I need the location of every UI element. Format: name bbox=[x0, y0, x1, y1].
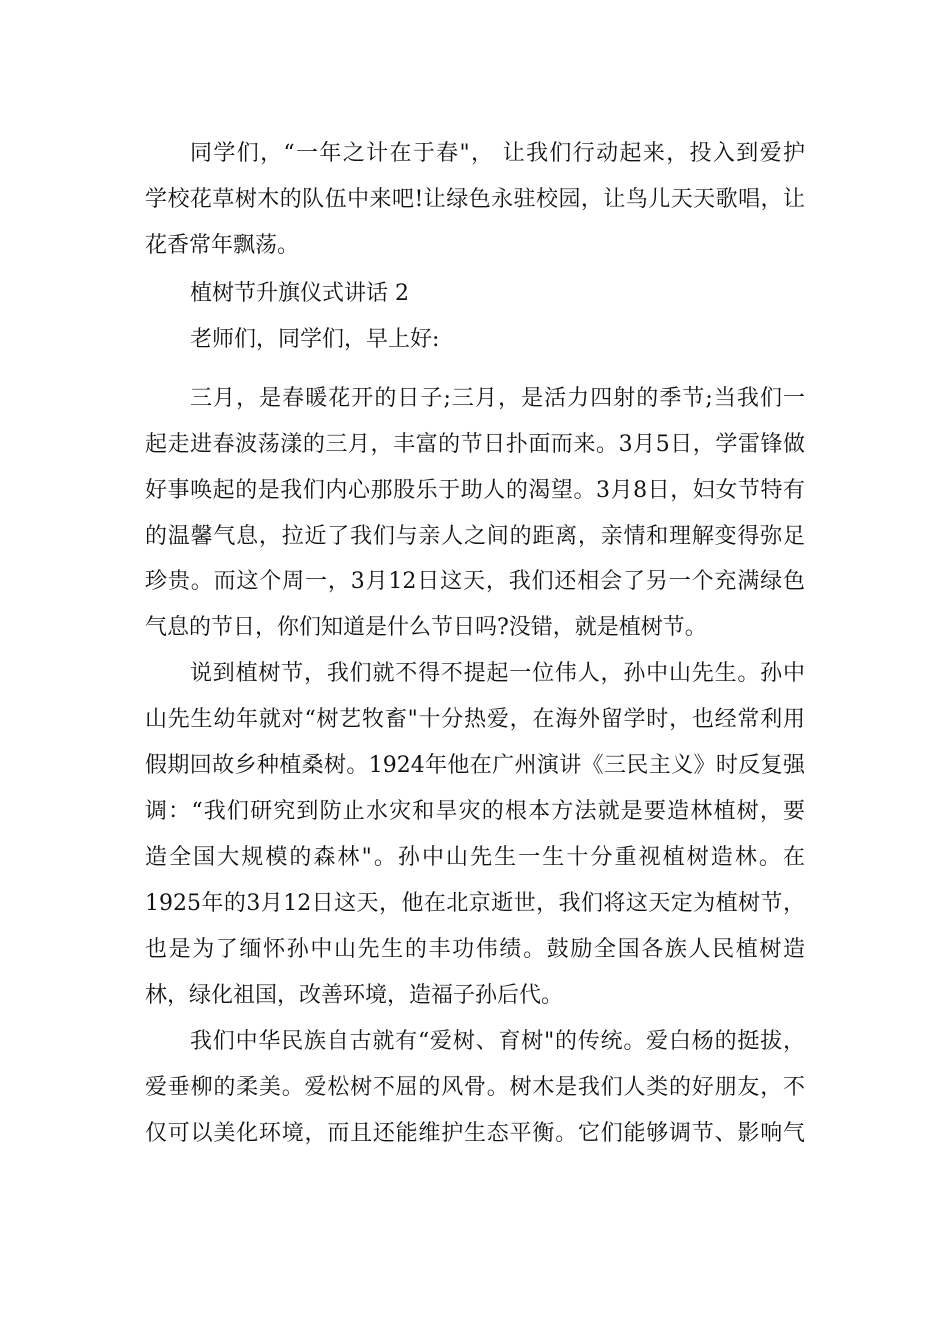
text-line: 假期回故乡种植桑树。1924年他在广州演讲《三民主义》时反复强 bbox=[145, 753, 805, 778]
text-line: 林，绿化祖国，改善环境，造福子孙后代。 bbox=[145, 983, 564, 1008]
text-line: 学校花草树木的队伍中来吧!让绿色永驻校园，让鸟儿天天歌唱，让 bbox=[145, 187, 805, 212]
section-heading: 植树节升旗仪式讲话 2 bbox=[190, 281, 409, 306]
text-line: 爱垂柳的柔美。爱松树不屈的风骨。树木是我们人类的好朋友，不 bbox=[145, 1075, 805, 1100]
text-line: 说到植树节，我们就不得不提起一位伟人，孙中山先生。孙中 bbox=[190, 661, 805, 686]
salutation: 老师们，同学们，早上好: bbox=[190, 327, 440, 352]
text-line: 造全国大规模的森林"。孙中山先生一生十分重视植树造林。在 bbox=[145, 845, 805, 870]
text-line: 花香常年飘荡。 bbox=[145, 233, 300, 258]
text-line: 三月，是春暖花开的日子;三月，是活力四射的季节;当我们一 bbox=[190, 386, 805, 411]
text-line: 好事唤起的是我们内心那股乐于助人的渴望。3月8日，妇女节特有 bbox=[145, 478, 805, 503]
text-line: 仅可以美化环境，而且还能维护生态平衡。它们能够调节、影响气 bbox=[145, 1121, 805, 1146]
text-line: 山先生幼年就对“树艺牧畜"十分热爱，在海外留学时，也经常利用 bbox=[145, 707, 805, 732]
text-line: 起走进春波荡漾的三月，丰富的节日扑面而来。3月5日，学雷锋做 bbox=[145, 432, 805, 457]
text-line: 珍贵。而这个周一，3月12日这天，我们还相会了另一个充满绿色 bbox=[145, 569, 805, 594]
text-line: 我们中华民族自古就有“爱树、育树"的传统。爱白杨的挺拔， bbox=[190, 1029, 805, 1054]
text-line: 的温馨气息，拉近了我们与亲人之间的距离，亲情和理解变得弥足 bbox=[145, 524, 805, 549]
text-line: 同学们，“一年之计在于春"， 让我们行动起来，投入到爱护 bbox=[190, 141, 805, 166]
text-line: 1925年的3月12日这天，他在北京逝世，我们将这天定为植树节， bbox=[145, 891, 805, 916]
text-line: 气息的节日，你们知道是什么节日吗?没错，就是植树节。 bbox=[145, 615, 707, 640]
text-line: 调：“我们研究到防止水灾和旱灾的根本方法就是要造林植树，要 bbox=[145, 799, 805, 824]
text-line: 也是为了缅怀孙中山先生的丰功伟绩。鼓励全国各族人民植树造 bbox=[145, 937, 805, 962]
